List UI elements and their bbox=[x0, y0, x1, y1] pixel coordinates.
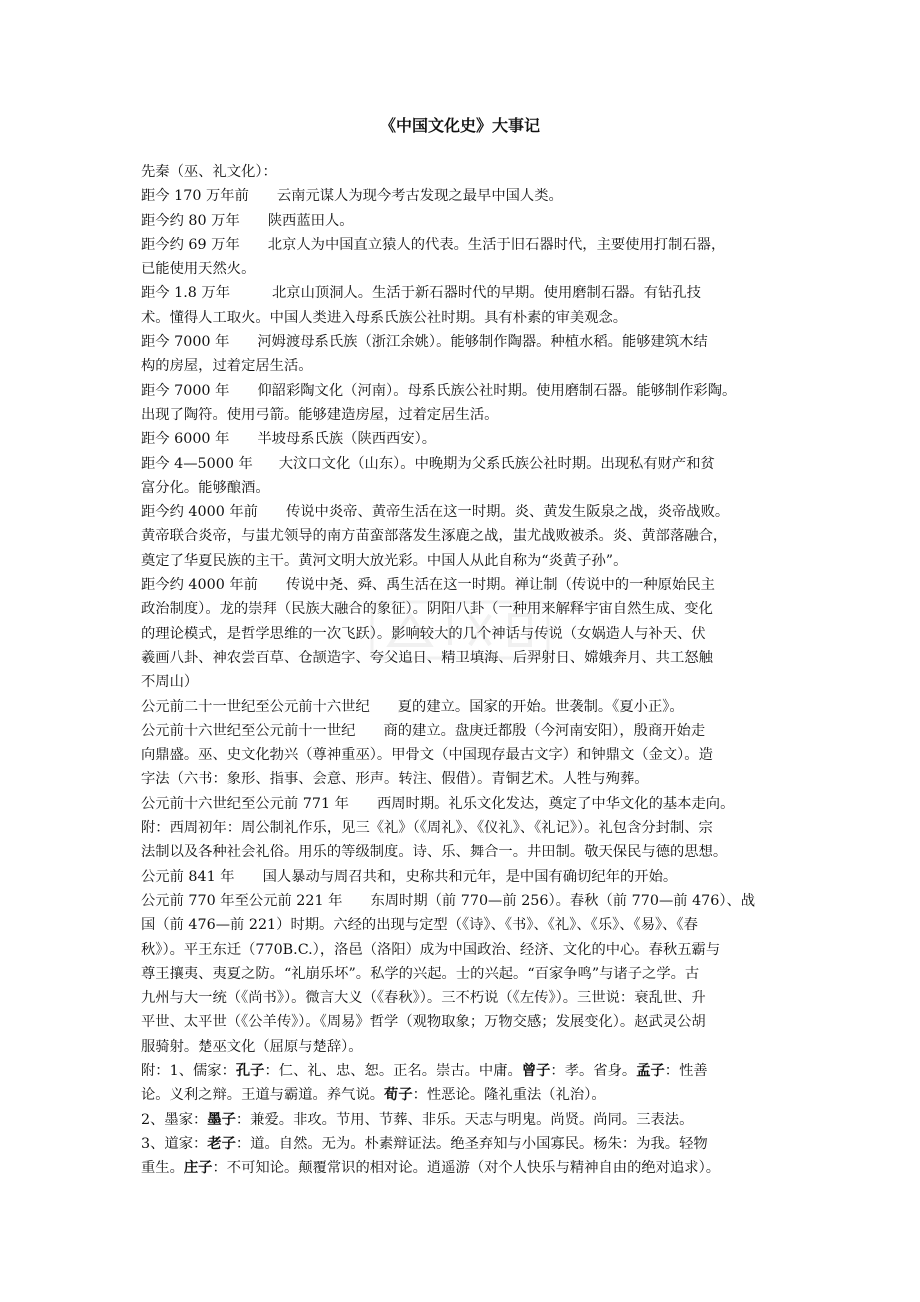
text-line bbox=[141, 816, 805, 840]
entry-date: 距今 7000 年 bbox=[141, 334, 230, 351]
entry-text: 夏的建立。国家的开始。世袭制。《夏小正》。 bbox=[397, 698, 684, 715]
philosopher-name: 孔子 bbox=[235, 1062, 265, 1079]
entry-text: 出现了陶符。使用弓箭。能够建造房屋，过着定居生活。 bbox=[141, 406, 499, 423]
entry-text: 国（前 476—前 221）时期。六经的出现与定型（《诗》、《书》、《礼》、《乐》、《易》、《春 bbox=[141, 917, 698, 934]
philosopher-name: 曾子 bbox=[521, 1062, 551, 1079]
entry-text: 黄帝联合炎帝，与蚩尤领导的南方苗蛮部落发生涿鹿之战，蚩尤战败被杀。炎、黄部落融合， bbox=[141, 528, 728, 545]
document-body bbox=[141, 160, 805, 1180]
entry-text: 向鼎盛。巫、史文化勃兴（尊神重巫）。甲骨文（中国现存最古文字）和钟鼎文（金文）。造 bbox=[141, 747, 713, 764]
philosopher-name: 荀子 bbox=[384, 1087, 413, 1104]
entry-text: ：孝。省身。 bbox=[550, 1062, 637, 1079]
entry-date: 距今约 4000 年前 bbox=[141, 577, 258, 594]
entry-text: 传说中尧、舜、禹生活在这一时期。禅让制（传说中的一种原始民主 bbox=[285, 577, 715, 594]
entry-text: 传说中炎帝、黄帝生活在这一时期。炎、黄发生阪泉之战，炎帝战败。 bbox=[285, 504, 730, 521]
entry-date: 公元前二十一世纪至公元前十六世纪 bbox=[141, 698, 370, 715]
entry-text: 的理论模式，是哲学思维的一次飞跃）。影响较大的几个神话与传说（女娲造人与补天、伏 bbox=[141, 625, 706, 642]
entry-text: 羲画八卦、神农尝百草、仓颉造字、夸父追日、精卫填海、后羿射日、嫦娥奔月、共工怒触 bbox=[141, 649, 713, 666]
entry-text: 附：西周初年：周公制礼作乐，见三《礼》（《周礼》、《仪礼》、《礼记》）。礼包含分封制、宗 bbox=[141, 820, 713, 837]
entry-text: 西周时期。礼乐文化发达，奠定了中华文化的基本走向。 bbox=[376, 795, 735, 812]
text-line bbox=[141, 743, 805, 767]
entry-text: 尊王攘夷、夷夏之防。“礼崩乐坏”。私学的兴起。士的兴起。“百家争鸣”与诸子之学。古 bbox=[141, 965, 700, 982]
entry-text: 重生。 bbox=[141, 1160, 184, 1177]
entry-date: 距今 170 万年前 bbox=[141, 188, 249, 205]
entry-text: 商的建立。盘庚迁都殷（今河南安阳），殷商开始走 bbox=[383, 722, 706, 739]
text-line bbox=[141, 257, 805, 281]
entry-text: 已能使用天然火。 bbox=[141, 261, 256, 278]
entry-text: 字法（六书：象形、指事、会意、形声。转注、假借）。青铜艺术。人牲与殉葬。 bbox=[141, 771, 649, 788]
entry-text: 陕西蓝田人。 bbox=[267, 212, 354, 229]
entry-text: ：仁、礼、忠、恕。正名。崇古。中庸。 bbox=[264, 1062, 522, 1079]
text-line bbox=[141, 233, 805, 257]
text-line bbox=[141, 427, 805, 451]
entry-text: 3、道家： bbox=[141, 1135, 208, 1152]
entry-text: 北京山顶洞人。生活于新石器时代的早期。使用磨制石器。有钻孔技 bbox=[272, 285, 701, 302]
text-line bbox=[141, 573, 805, 597]
entry-text: 附：1、儒家： bbox=[141, 1062, 236, 1079]
entry-text: 大汶口文化（山东）。中晚期为父系氏族公社时期。出现私有财产和贫 bbox=[278, 455, 715, 472]
entry-text: ：兼爱。非攻。节用、节葬、非乐。天志与明鬼。尚贤。尚同。三表法。 bbox=[235, 1111, 694, 1128]
entry-text: 不周山） bbox=[141, 674, 199, 691]
text-line bbox=[141, 549, 805, 573]
entry-date: 距今约 69 万年 bbox=[141, 236, 240, 253]
entry-date: 距今 7000 年 bbox=[141, 382, 230, 399]
text-line bbox=[141, 1108, 805, 1132]
text-line bbox=[141, 160, 805, 184]
entry-text: 2、墨家： bbox=[141, 1111, 208, 1128]
text-line bbox=[141, 695, 805, 719]
text-line bbox=[141, 524, 805, 548]
text-line bbox=[141, 913, 805, 937]
entry-text: ：性善 bbox=[664, 1062, 708, 1079]
entry-text: 先秦（巫、礼文化）： bbox=[141, 164, 277, 180]
entry-date: 距今约 4000 年前 bbox=[141, 504, 258, 521]
document-title: 《中国文化史》大事记 bbox=[379, 116, 540, 135]
text-line bbox=[141, 184, 805, 208]
philosopher-name: 孟子 bbox=[636, 1062, 665, 1079]
entry-text: 论。义利之辩。王道与霸道。养气说。 bbox=[141, 1087, 385, 1104]
entry-text: 北京人为中国直立猿人的代表。生活于旧石器时代，主要使用打制石器， bbox=[267, 236, 726, 253]
text-line bbox=[141, 1156, 805, 1180]
entry-text: 术。懂得人工取火。中国人类进入母系氏族公社时期。具有朴素的审美观念。 bbox=[141, 309, 628, 326]
philosopher-name: 墨子 bbox=[207, 1111, 236, 1128]
text-line bbox=[141, 1035, 805, 1059]
text-line bbox=[141, 452, 805, 476]
entry-text: 国人暴动与周召共和，史称共和元年，是中国有确切纪年的开始。 bbox=[262, 868, 678, 885]
entry-text: 东周时期（前 770—前 256）。春秋（前 770—前 476）、战 bbox=[370, 892, 756, 909]
entry-text: 河姆渡母系氏族（浙江余姚）。能够制作陶器。种植水稻。能够建筑木结 bbox=[257, 334, 708, 351]
entry-date: 距今约 80 万年 bbox=[141, 212, 240, 229]
text-line bbox=[141, 1059, 805, 1083]
entry-date: 距今 1.8 万年 bbox=[141, 285, 231, 302]
entry-date: 公元前 841 年 bbox=[141, 868, 235, 885]
text-line bbox=[141, 792, 805, 816]
text-line bbox=[141, 865, 805, 889]
entry-date: 公元前十六世纪至公元前 771 年 bbox=[141, 795, 349, 812]
text-line bbox=[141, 1083, 805, 1107]
text-line bbox=[141, 889, 805, 913]
text-line bbox=[141, 1132, 805, 1156]
entry-date: 距今 4—5000 年 bbox=[141, 455, 253, 472]
text-line bbox=[141, 1010, 805, 1034]
text-line bbox=[141, 840, 805, 864]
text-line bbox=[141, 306, 805, 330]
text-line bbox=[141, 597, 805, 621]
entry-text: 服骑射。楚巫文化（屈原与楚辞）。 bbox=[141, 1038, 363, 1055]
text-line bbox=[141, 354, 805, 378]
text-line bbox=[141, 209, 805, 233]
entry-text: 法制以及各种社会礼俗。用乐的等级制度。诗、乐、舞合一。井田制。敬天保民与德的思想。 bbox=[141, 844, 728, 861]
text-line bbox=[141, 938, 805, 962]
entry-date: 距今 6000 年 bbox=[141, 431, 230, 448]
entry-text: 云南元谋人为现今考古发现之最早中国人类。 bbox=[276, 188, 563, 205]
text-line bbox=[141, 500, 805, 524]
entry-text: 富分化。能够酿酒。 bbox=[141, 479, 270, 496]
entry-text: 秋》）。平王东迁（770B.C.），洛邑（洛阳）成为中国政治、经济、文化的中心。春秋五霸与 bbox=[141, 941, 721, 958]
entry-text: 奠定了华夏民族的主干。黄河文明大放光彩。中国人从此自称为“炎黄子孙”。 bbox=[141, 552, 628, 569]
text-line bbox=[141, 986, 805, 1010]
philosopher-name: 老子 bbox=[207, 1135, 236, 1152]
entry-text: 仰韶彩陶文化（河南）。母系氏族公社时期。使用磨制石器。能够制作彩陶。 bbox=[257, 382, 737, 399]
text-line bbox=[141, 962, 805, 986]
text-line bbox=[141, 767, 805, 791]
entry-text: 政治制度）。龙的崇拜（民族大融合的象征）。阴阳八卦（一种用来解释宇宙自然生成、变化 bbox=[141, 601, 713, 618]
entry-text: 平世、太平世（《公羊传》）。《周易》哲学（观物取象；万物交感；发展变化）。赵武灵公胡 bbox=[141, 1014, 706, 1031]
text-line bbox=[141, 403, 805, 427]
entry-text: 九州与大一统（《尚书》）。微言大义（《春秋》）。三不朽说（《左传》）。三世说：衰乱世、升 bbox=[141, 990, 706, 1007]
entry-date: 公元前 770 年至公元前 221 年 bbox=[141, 892, 343, 909]
entry-text: 构的房屋，过着定居生活。 bbox=[141, 358, 313, 375]
text-line bbox=[141, 379, 805, 403]
entry-text: 半坡母系氏族（陕西西安）。 bbox=[257, 431, 437, 448]
entry-date: 公元前十六世纪至公元前十一世纪 bbox=[141, 722, 356, 739]
text-line bbox=[141, 719, 805, 743]
text-line bbox=[141, 622, 805, 646]
philosopher-name: 庄子 bbox=[183, 1160, 213, 1177]
text-line bbox=[141, 281, 805, 305]
entry-text: ：道。自然。无为。朴素辩证法。绝圣弃知与小国寡民。杨朱：为我。轻物 bbox=[235, 1135, 708, 1152]
text-line bbox=[141, 476, 805, 500]
text-line bbox=[141, 330, 805, 354]
entry-text: ：不可知论。颠覆常识的相对论。逍遥游（对个人快乐与精神自由的绝对追求）。 bbox=[212, 1160, 721, 1177]
text-line bbox=[141, 670, 805, 694]
text-line bbox=[141, 646, 805, 670]
entry-text: ：性恶论。隆礼重法（礼治）。 bbox=[412, 1087, 606, 1104]
